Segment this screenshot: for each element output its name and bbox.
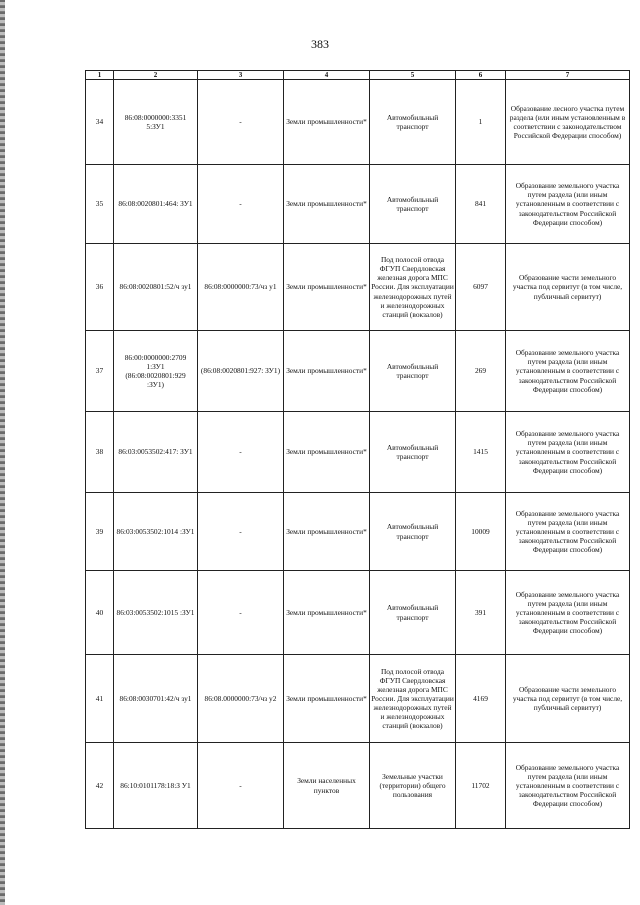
- formation-method: Образование части земельного участка под сервитут (в том числе, публичный сервитут): [506, 244, 630, 331]
- part-number: [198, 331, 284, 412]
- permitted-use: Автомобильный транспорт: [370, 80, 456, 165]
- formation-method: Образование земельного участка путем раздела (или иным установленным в соответствии с законодательством Российской Федерации способом): [506, 412, 630, 493]
- formation-method: Образование части земельного участка под сервитут (в том числе, публичный сервитут): [506, 655, 630, 743]
- header-row: [86, 71, 630, 80]
- area-value: 1: [456, 80, 506, 165]
- cadastral-number: [114, 80, 198, 165]
- header-cell: 1: [86, 71, 114, 80]
- table-row: [86, 493, 630, 571]
- header-cell: 3: [198, 71, 284, 80]
- area-value: 269: [456, 331, 506, 412]
- land-category: Земли промышленности*: [284, 493, 370, 571]
- cadastral-number: [114, 331, 198, 412]
- header-cell: 7: [506, 71, 630, 80]
- cadastral-number-text: 86:03:0053502:1015 :ЗУ1: [116, 607, 195, 617]
- header-cell: 6: [456, 71, 506, 80]
- row-number: 42: [86, 743, 114, 829]
- table-row: [86, 331, 630, 412]
- row-number: 37: [86, 331, 114, 412]
- row-number: 35: [86, 165, 114, 244]
- permitted-use: Автомобильный транспорт: [370, 571, 456, 655]
- permitted-use: Автомобильный транспорт: [370, 165, 456, 244]
- cadastral-number-text: 86:03:0053502:1014 :ЗУ1: [116, 526, 195, 536]
- part-number: -: [198, 571, 284, 655]
- area-value: 841: [456, 165, 506, 244]
- formation-method: Образование лесного участка путем раздела (или иным установленным в соответствии с законодательством Российской Федерации способом): [506, 80, 630, 165]
- area-value: 6097: [456, 244, 506, 331]
- part-number-text: 86:08:0000000:73/чз у1: [204, 282, 277, 292]
- table-row: [86, 80, 630, 165]
- area-value: 11702: [456, 743, 506, 829]
- permitted-use: Автомобильный транспорт: [370, 412, 456, 493]
- formation-method: Образование земельного участка путем раздела (или иным установленным в соответствии с законодательством Российской Федерации способом): [506, 331, 630, 412]
- land-category: Земли промышленности*: [284, 80, 370, 165]
- table-row: [86, 655, 630, 743]
- area-value: 391: [456, 571, 506, 655]
- cadastral-number: [114, 244, 198, 331]
- land-category: Земли промышленности*: [284, 165, 370, 244]
- part-number-text: 86:08.0000000:73/чз у2: [204, 693, 277, 703]
- land-category: Земли промышленности*: [284, 655, 370, 743]
- part-number: -: [198, 743, 284, 829]
- cadastral-number-text: 86:08:0020801:52/ч зу1: [119, 282, 192, 292]
- land-plot-table: [85, 70, 630, 829]
- formation-method: Образование земельного участка путем раздела (или иным установленным в соответствии с законодательством Российской Федерации способом): [506, 165, 630, 244]
- cadastral-number-text: 86:00:0000000:2709 1:ЗУ1 (86:08:0020801:929 :ЗУ1): [124, 352, 187, 390]
- part-number-text: (86:08:0020801:927: ЗУ1): [200, 366, 281, 376]
- permitted-use: Автомобильный транспорт: [370, 331, 456, 412]
- cadastral-number-text: 86:08:0020801:464: ЗУ1: [118, 199, 193, 209]
- header-cell: 4: [284, 71, 370, 80]
- formation-method: Образование земельного участка путем раздела (или иным установленным в соответствии с законодательством Российской Федерации способом): [506, 493, 630, 571]
- page-number: 383: [311, 37, 329, 51]
- permitted-use: Автомобильный транспорт: [370, 493, 456, 571]
- part-number: -: [198, 412, 284, 493]
- area-value: 4169: [456, 655, 506, 743]
- permitted-use: Земельные участки (территории) общего пользования: [370, 743, 456, 829]
- row-number: 36: [86, 244, 114, 331]
- part-number: -: [198, 493, 284, 571]
- row-number: 41: [86, 655, 114, 743]
- table-row: [86, 244, 630, 331]
- part-number: [198, 244, 284, 331]
- cadastral-number-text: 86:08:0000000:3351 5:ЗУ1: [124, 112, 187, 131]
- row-number: 40: [86, 571, 114, 655]
- cadastral-number: [114, 412, 198, 493]
- cadastral-number-text: 86:10:0101178:18:З У1: [120, 780, 191, 790]
- land-category: Земли промышленности*: [284, 244, 370, 331]
- table-row: [86, 412, 630, 493]
- land-category: Земли промышленности*: [284, 571, 370, 655]
- header-cell: 2: [114, 71, 198, 80]
- scan-edge: [0, 0, 5, 905]
- permitted-use: Под полосой отвода ФГУП Свердловская железная дорога МПС России. Для эксплуатации железнодорожных путей и железнодорожных станций (вокзалов): [370, 244, 456, 331]
- cadastral-number-text: 86:08:0030701:42/ч зу1: [119, 693, 192, 703]
- land-category: Земли населенных пунктов: [284, 743, 370, 829]
- cadastral-number: [114, 165, 198, 244]
- area-value: 10009: [456, 493, 506, 571]
- cadastral-number-text: 86:03:0053502:417: ЗУ1: [118, 447, 193, 457]
- formation-method: Образование земельного участка путем раздела (или иным установленным в соответствии с законодательством Российской Федерации способом): [506, 743, 630, 829]
- formation-method: Образование земельного участка путем раздела (или иным установленным в соответствии с законодательством Российской Федерации способом): [506, 571, 630, 655]
- part-number: -: [198, 80, 284, 165]
- land-category: Земли промышленности*: [284, 331, 370, 412]
- cadastral-number: [114, 743, 198, 829]
- row-number: 34: [86, 80, 114, 165]
- table-row: [86, 571, 630, 655]
- header-cell: 5: [370, 71, 456, 80]
- cadastral-number: [114, 571, 198, 655]
- table-row: [86, 743, 630, 829]
- permitted-use: Под полосой отвода ФГУП Свердловская железная дорога МПС России. Для эксплуатации железнодорожных путей и железнодорожных станций (вокзалов): [370, 655, 456, 743]
- row-number: 38: [86, 412, 114, 493]
- area-value: 1415: [456, 412, 506, 493]
- part-number: [198, 655, 284, 743]
- table-row: [86, 165, 630, 244]
- cadastral-number: [114, 655, 198, 743]
- land-category: Земли промышленности*: [284, 412, 370, 493]
- part-number: -: [198, 165, 284, 244]
- cadastral-number: [114, 493, 198, 571]
- row-number: 39: [86, 493, 114, 571]
